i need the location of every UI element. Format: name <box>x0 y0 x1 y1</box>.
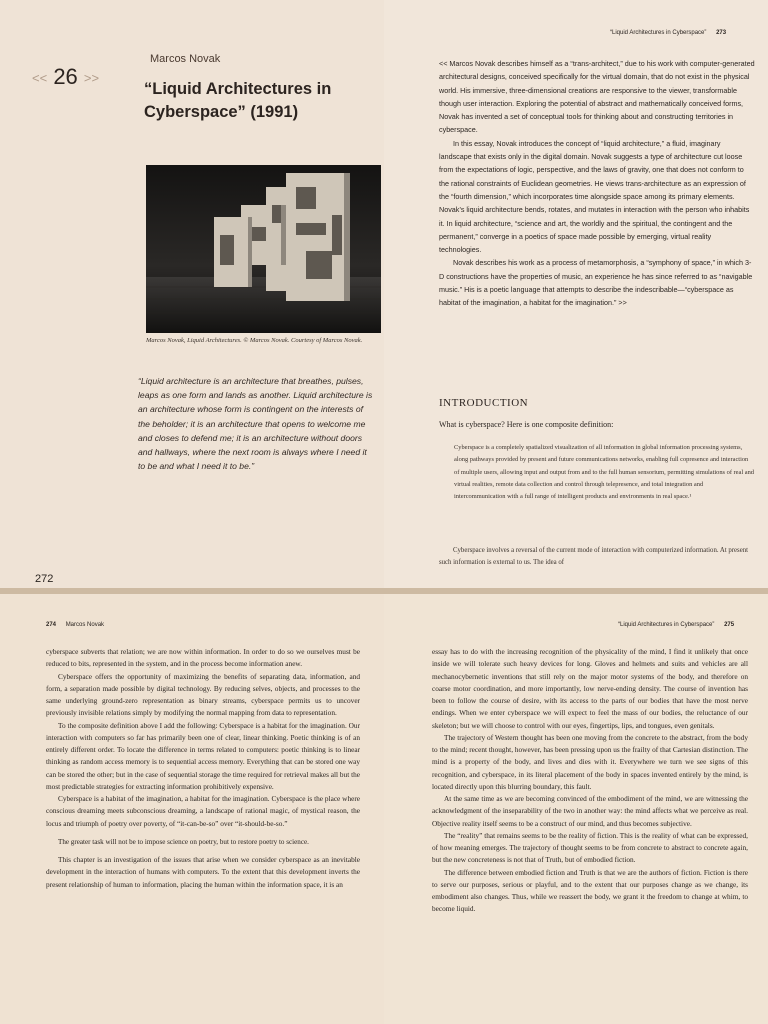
body-paragraph: The trajectory of Western thought has been one moving from the concrete to the abstract, from the body to the mind; recent thought, however, has been pressing upon us the frailty of that Cartesian distinction. The mind is a property of the body, and lives and dies with it. Everywhere we turn we see signs of this recognition, and cyberspace, in its literal placement of the body in spaces invented entirely by the mind, is located directly upon this blurring boundary, this fault. <box>432 732 748 791</box>
body-paragraph: This chapter is an investigation of the issues that arise when we consider cyberspace as an inevitable development in the interaction of humans with computers. To the extent that this development inverts the present relationship of human to information, placing the human within the information space, it is an <box>46 855 360 889</box>
definition-block: Cyberspace is a completely spatialized visualization of all information in global information processing systems, along pathways provided by present and future communications networks, enabling full copresence and interaction of multiple users, allowing input and output from and to the full human sensorium, permitting simulations of real and virtual realities, remote data collection and control through telepresence, and total integration and intercommunication with a full range of intelligent products and environments in real space.¹ <box>454 444 754 501</box>
running-head <box>618 622 734 628</box>
intro-paragraph: In this essay, Novak introduces the concept of “liquid architecture,” a fluid, imaginary landscape that exists only in the digital domain. Novak suggests a type of architecture cut loose from the expectations of logic, perspective, and the laws of gravity, one that does not conform to the rational constraints of Euclidean geometries. He views trans-architecture as an expression of the “fourth dimension,” which incorporates time alongside space among its primary elements. Novak’s liquid architecture bends, rotates, and mutates in interaction with the person who inhabits it. In liquid architecture, “science and art, the worldly and the spiritual, the contingent and the permanent,” converge in a poetics of space made possible by emerging, virtual reality technologies. <box>439 138 750 255</box>
chapter-introduction <box>439 57 755 310</box>
liquid-architecture-image <box>146 165 381 333</box>
body-question: What is cyberspace? Here is one composite definition: <box>439 420 614 429</box>
body-paragraph: The “reality” that remains seems to be the reality of fiction. This is the reality of what can be expressed, of how meaning emerges. The trajectory of thought seems to be from concrete to abstract to concrete again, but the new concreteness is not that of Truth, but of embodied fiction. <box>432 830 748 865</box>
body-paragraph: To the composite definition above I add the following: Cyberspace is a habitat for the imagination. Our interaction with computers so far has primarily been one of clear, linear thinking. Poetic thinking is of an entirely different order. To locate the difference in terms related to computers: poetic thinking is to linear thinking as random access memory is to sequential access memory. Everything that can be stored one way can be stored the other; but in the case of sequential storage the time required for retrieval makes all but the most predictable strategies for extracting information prohibitively expensive. <box>46 720 360 791</box>
chapter-title: “Liquid Architectures in Cyberspace” (1991) <box>144 80 332 121</box>
running-head-title: Marcos Novak <box>65 622 105 628</box>
section-heading: INTRODUCTION <box>439 397 529 409</box>
chapter-author: Marcos Novak <box>150 53 221 65</box>
body-paragraph: Cyberspace is a habitat of the imagination, a habitat for the imagination. Cyberspace is the place where conscious dreaming meets subconscious dreaming, a landscape of rational magic, of mystical reason, the locus and triumph of poetry over poverty, of “it-can-be-so” over “it-should-be-so.” <box>46 794 360 828</box>
intro-paragraph: << Marcos Novak describes himself as a “trans-architect,” due to his work with computer-generated architectural designs, conceived specifically for the virtual domain, that do not exist in the physical world. His immersive, three-dimensional creations are responsive to the viewer, transformable though user interaction. Exploring the potential of abstract and mathematically conceived forms, Novak has invented a set of conceptual tools for thinking about and constructing territories in cyberspace. <box>439 59 755 135</box>
intro-paragraph: Novak describes his work as a process of metamorphosis, a “symphony of space,” in which 3-D constructions have the properties of music, an experience he has since referred to as “navigable music.” His is a poetic language that attempts to describe the indescribable—“cyberspace as habitat of the imagination, a habitat for the imagination.” >> <box>439 258 753 308</box>
body-paragraph: essay has to do with the increasing recognition of the physicality of the mind, I find it unlikely that once inside we will tolerate such heavy devices for long. Gloves and helmets and suits and vehicles are all mechanocybernetic inventions that still rely on the major motor systems of the body, and therefore on coarse motor coordination, and more importantly, low nerve-ending density. The course of invention has been to follow the course of desire, with its access to the parts of our bodies that have the most nerve endings. When we enter cyberspace we will expect to feel the mass of our bodies, the reluctance of our skeleton; but we will choose to control with our eyes, fingertips, lips, and tongues, even genitals. <box>432 647 748 730</box>
body-paragraph: cyberspace subverts that relation; we are now within information. In order to do so we ourselves must be reduced to bits, represented in the system, and in the process become information anew. <box>46 647 360 669</box>
chapter-bracket-close: >> <box>83 70 100 86</box>
body-text <box>46 646 360 891</box>
image-caption: Marcos Novak, Liquid Architectures. © Marcos Novak. Courtesy of Marcos Novak. <box>146 337 363 344</box>
page-number: 274 <box>46 622 57 628</box>
page-273 <box>384 0 768 588</box>
running-head <box>610 30 726 36</box>
running-head-title: “Liquid Architectures in Cyberspace” <box>618 622 715 628</box>
body-paragraph: Cyberspace involves a reversal of the current mode of interaction with computerized information. At present such information is external to us. The idea of <box>439 547 748 567</box>
page-272 <box>0 0 384 588</box>
chapter-number: 26 <box>53 64 78 89</box>
page-number: 272 <box>35 573 54 585</box>
running-head <box>46 622 104 628</box>
indented-quote: The greater task will not be to impose science on poetry, but to restore poetry to science. <box>58 837 309 846</box>
body-text <box>432 646 748 916</box>
body-paragraph: At the same time as we are becoming convinced of the embodiment of the mind, we are witnessing the acknowledgment of the inseparability of the two in another way: the mind affects what we perceive as real. Objective reality itself seems to be a construct of our mind, and thus becomes subjective. <box>432 794 748 828</box>
page-274 <box>0 594 384 1024</box>
body-paragraph: The difference between embodied fiction and Truth is that we are the authors of fiction. Fiction is there to serve our purposes, serious or playful, and to the extent that our purposes change as we change, its embodiment also changes. Thus, while we reassert the body, we grant it the freedom to change at whim, to become liquid. <box>432 867 748 914</box>
body-paragraph: Cyberspace offers the opportunity of maximizing the benefits of separating data, information, and form, a separation made possible by digital technology. By reducing selves, objects, and processes to the same underlying ground-zero representation as binary streams, cyberspace permits us to uncover previously invisible relations simply by modifying the normal mapping from data to representation. <box>46 671 360 718</box>
page-number: 273 <box>716 30 727 36</box>
chapter-number-block <box>32 64 99 90</box>
chapter-bracket-open: << <box>32 70 48 86</box>
pull-quote: “Liquid architecture is an architecture that breathes, pulses, leaps as one form and lands as another. Liquid architecture is an architecture whose form is contingent on the interests of the beholder; it is an architecture that opens to welcome me and closes to defend me; it is an architecture without doors and hallways, where the next room is always where I need it to be and what I need it to be.” <box>138 376 373 472</box>
liquid-architecture-photo <box>146 165 381 333</box>
page-275 <box>384 594 768 1024</box>
running-head-title: “Liquid Architectures in Cyberspace” <box>610 30 707 36</box>
page-number: 275 <box>724 622 735 628</box>
